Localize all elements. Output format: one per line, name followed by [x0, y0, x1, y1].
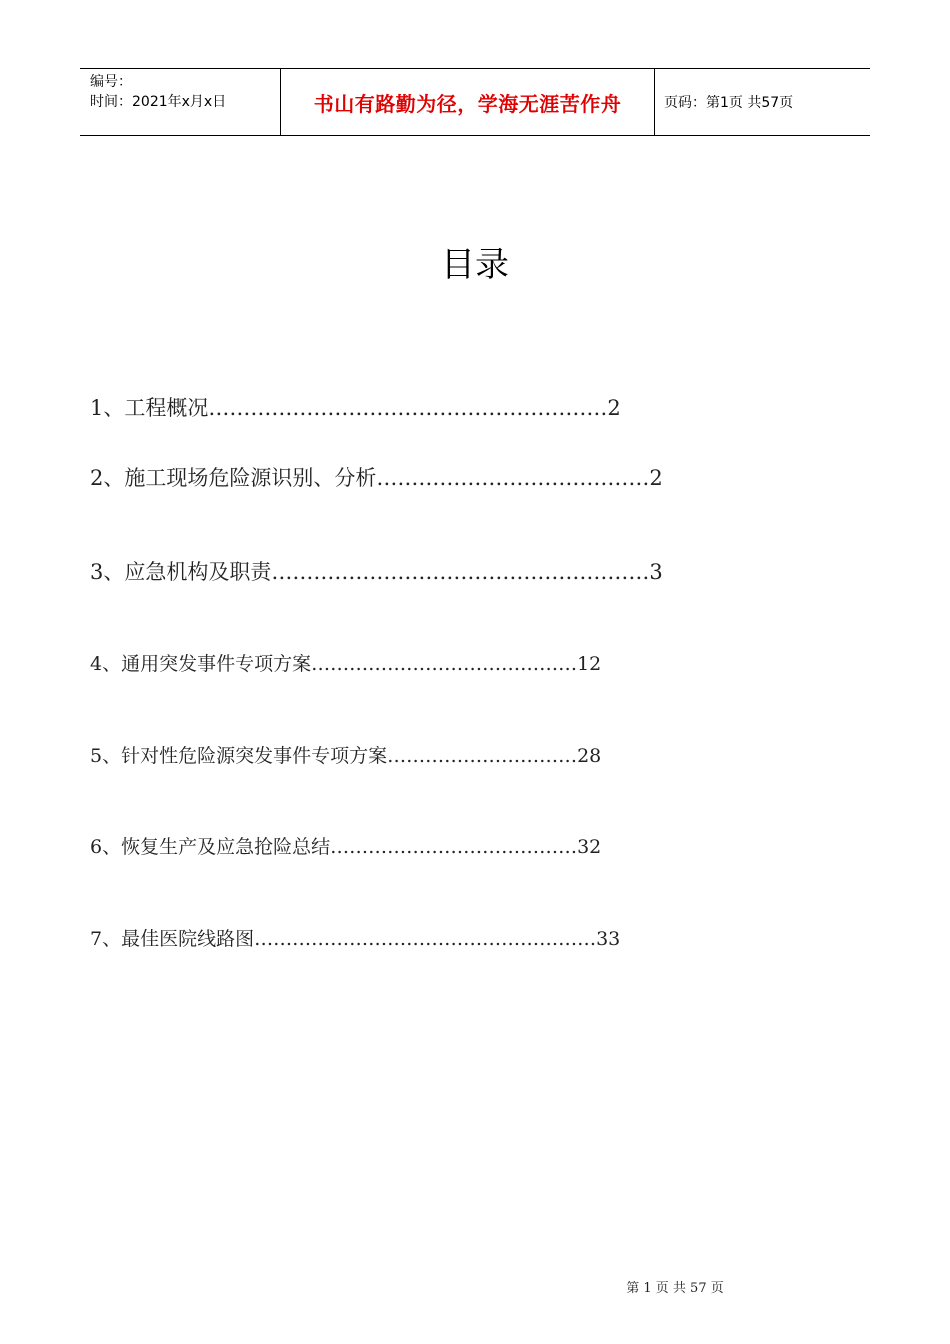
toc-entry-label: 7、最佳医院线路图: [90, 928, 255, 950]
document-number-label: 编号：: [90, 74, 132, 90]
toc-entry-page: 28: [577, 745, 602, 767]
document-date-label: 时间：2021年x月x日: [90, 94, 227, 110]
toc-entry-page: 32: [577, 836, 602, 858]
page-title: 目录: [441, 245, 509, 285]
toc-entry-leader: …………………………………: [376, 466, 650, 490]
toc-entry-2[interactable]: [90, 463, 663, 493]
toc-entry-label: 2、施工现场危险源识别、分析: [90, 466, 377, 490]
toc-entry-3[interactable]: [90, 557, 663, 587]
toc-entry-6[interactable]: [90, 832, 601, 862]
toc-entry-1[interactable]: [90, 393, 621, 423]
toc-entry-leader: …………………………………: [330, 836, 578, 858]
toc-entry-label: 6、恢复生产及应急抢险总结: [90, 836, 331, 858]
toc-entry-label: 5、针对性危险源突发事件专项方案: [90, 745, 388, 767]
toc-entry-4[interactable]: [90, 649, 601, 679]
toc-entry-7[interactable]: [90, 924, 620, 954]
toc-entry-page: 3: [649, 560, 663, 584]
header-motto: 书山有路勤为径，学海无涯苦作舟: [313, 91, 622, 116]
toc-entry-leader: …………………………: [387, 745, 578, 767]
header-meta-cell: [80, 69, 281, 135]
toc-entry-page: 12: [577, 653, 602, 675]
toc-entry-label: 4、通用突发事件专项方案: [90, 653, 312, 675]
page-header: [80, 68, 870, 136]
toc-entry-label: 1、工程概况: [90, 396, 209, 420]
toc-entry-leader: ………………………………………………: [271, 560, 650, 584]
page-footer: 第 1 页 共 57 页: [626, 1281, 724, 1296]
header-page-cell: [655, 69, 870, 135]
toc-entry-page: 33: [596, 928, 621, 950]
header-motto-cell: [281, 69, 655, 135]
toc-entry-leader: ………………………………………………: [254, 928, 597, 950]
toc-entry-leader: …………………………………………………: [208, 396, 608, 420]
header-page-info: 页码：第1页 共57页: [664, 95, 794, 111]
toc-entry-leader: ……………………………………: [311, 653, 578, 675]
toc-entry-page: 2: [649, 466, 663, 490]
toc-entry-page: 2: [607, 396, 621, 420]
toc-entry-5[interactable]: [90, 741, 601, 771]
toc-entry-label: 3、应急机构及职责: [90, 560, 272, 584]
